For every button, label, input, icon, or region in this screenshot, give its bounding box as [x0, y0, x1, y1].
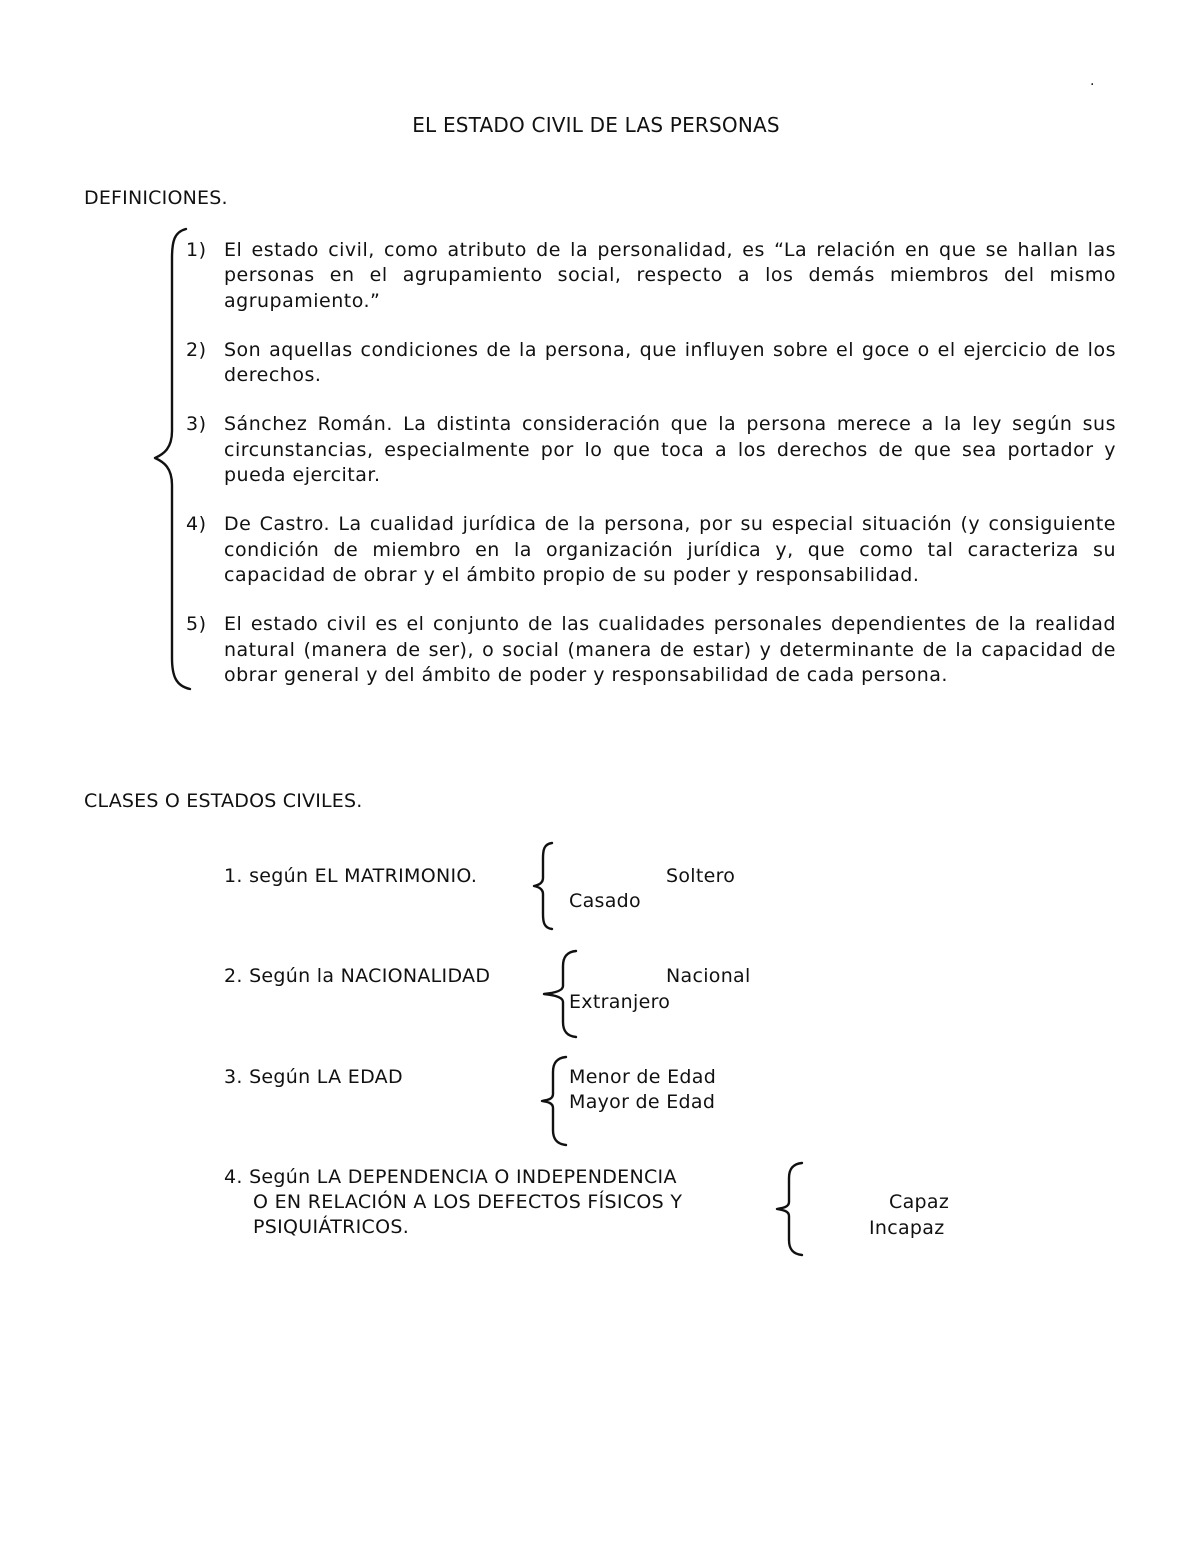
class-option: Incapaz [869, 1217, 945, 1239]
definition-item [186, 612, 1116, 688]
document-title: EL ESTADO CIVIL DE LAS PERSONAS [412, 113, 780, 137]
class-option: Capaz [889, 1191, 950, 1213]
class-label: 1. según EL MATRIMONIO. [224, 865, 478, 887]
definition-text: El estado civil, como atributo de la personalidad, es “La relación en que se hallan las personas en el agrupamiento social, respecto a los demás miembros del mismo agrupamiento.” [224, 239, 1116, 312]
class-brace [528, 840, 558, 932]
definitions-heading: DEFINICIONES. [84, 187, 228, 209]
definition-text: El estado civil es el conjunto de las cualidades personales dependientes de la realidad natural (manera de ser), o social (manera de estar) y determinante de la capacidad de obrar general y del ámbito de poder y responsabilidad de cada persona. [224, 613, 1116, 686]
definition-item [186, 512, 1116, 588]
definition-text: Sánchez Román. La distinta consideración que la persona merece a la ley según sus circunstancias, especialmente por lo que toca a los derechos de que sea portador y pueda ejercitar. [224, 413, 1116, 487]
definition-number: 5) [186, 613, 207, 636]
definition-item [186, 412, 1116, 488]
definition-number: 2) [186, 338, 207, 361]
class-brace [538, 1054, 570, 1148]
definitions-list [186, 238, 1116, 688]
class-label: 2. Según la NACIONALIDAD [224, 965, 491, 987]
definition-text: Son aquellas condiciones de la persona, que influyen sobre el goce o el ejercicio de los derechos. [224, 338, 1116, 387]
page-mark: · [1090, 77, 1095, 93]
definition-item [186, 338, 1116, 389]
class-label: 4. Según LA DEPENDENCIA O INDEPENDENCIA [224, 1166, 677, 1188]
class-label: PSIQUIÁTRICOS. [253, 1216, 410, 1238]
class-option: Mayor de Edad [569, 1091, 716, 1113]
class-option: Menor de Edad [569, 1066, 717, 1088]
class-label: 3. Según LA EDAD [224, 1066, 403, 1088]
class-option: Nacional [666, 965, 751, 987]
class-brace [772, 1160, 806, 1258]
definition-text: De Castro. La cualidad jurídica de la persona, por su especial situación (y consiguiente condición de miembro en la organización jurídica y, que como tal caracteriza su capacidad de obrar y el ámbito propio de su poder y responsabilidad. [224, 513, 1116, 586]
definition-item [186, 238, 1116, 314]
class-option: Extranjero [569, 991, 671, 1013]
definition-number: 1) [186, 239, 207, 261]
definition-number: 3) [186, 413, 207, 436]
class-option: Soltero [666, 865, 736, 887]
classes-heading: CLASES O ESTADOS CIVILES. [84, 790, 363, 812]
class-option: Casado [569, 890, 641, 912]
class-label: O EN RELACIÓN A LOS DEFECTOS FÍSICOS Y [253, 1191, 683, 1213]
definition-number: 4) [186, 513, 207, 536]
